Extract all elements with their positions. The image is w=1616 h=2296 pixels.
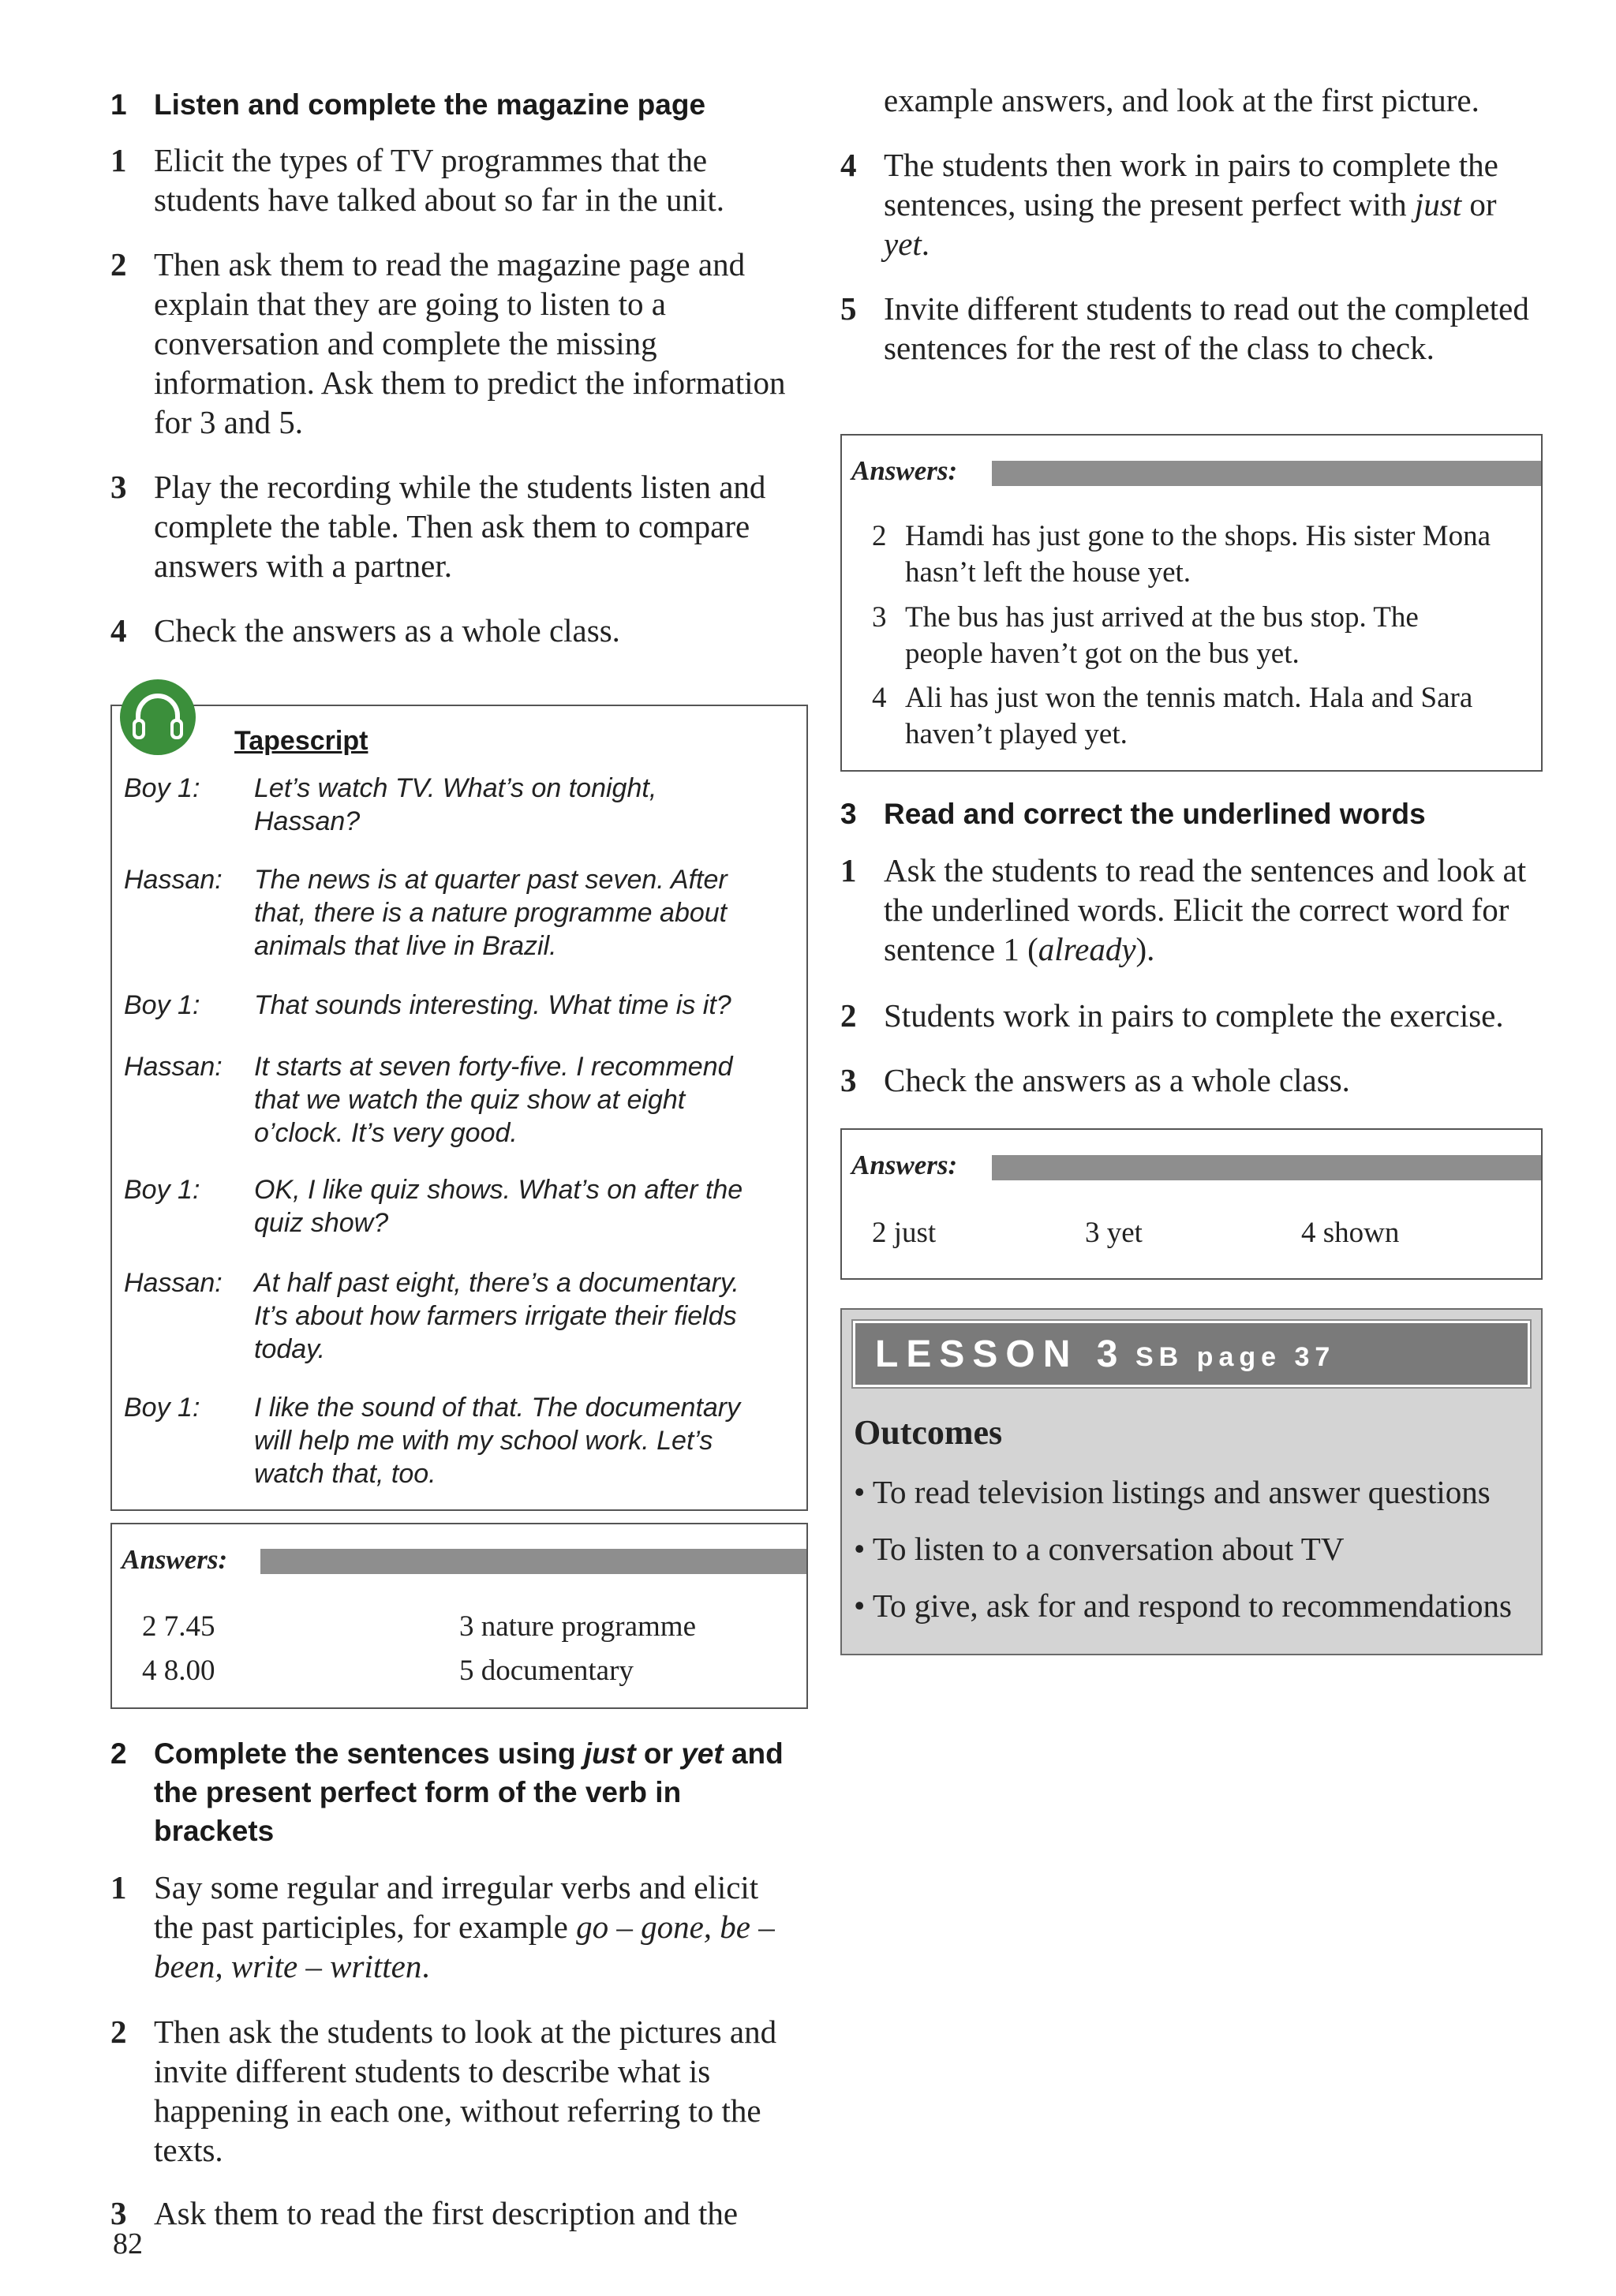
step-1 [840, 851, 1543, 969]
dialogue-line: That sounds interesting. What time is it? [254, 990, 731, 1020]
step-number: 1 [110, 1869, 127, 1905]
dialogue-line: At half past eight, there’s a documentary. It’s about how farmers irrigate their fields today. [254, 1268, 739, 1364]
step-number: 1 [110, 142, 127, 178]
section-1-heading [110, 85, 805, 124]
answer-item: 3 nature programme [459, 1610, 696, 1643]
step-2 [840, 996, 1543, 1035]
answer-item: 3 The bus has just arrived at the bus stop. The people haven’t got on the bus yet. [872, 601, 1419, 670]
step-text: Say some regular and irregular verbs and elicit the past participles, for example go – gone, be – been, write – written. [154, 1869, 775, 1984]
step-text: Play the recording while the students listen and complete the table. Then ask them to compare answers with a partner. [154, 469, 766, 584]
answer-item: 4 8.00 [142, 1655, 215, 1687]
lesson-page-ref: SB page 37 [1135, 1342, 1336, 1372]
speaker: Hassan: [124, 1052, 223, 1082]
section-number: 1 [110, 88, 127, 121]
section-title: Complete the sentences using just or yet and the present perfect form of the verb in brackets [154, 1737, 784, 1847]
section-number: 3 [840, 798, 857, 830]
step-text: Check the answers as a whole class. [884, 1062, 1350, 1098]
dialogue-line: It starts at seven forty-five. I recommend that we watch the quiz show at eight o’clock. It’s very good. [254, 1052, 733, 1148]
step-number: 2 [110, 2014, 127, 2050]
step-text: Then ask them to read the magazine page and explain that they are going to listen to a conversation and complete the missing information. Ask them to predict the information for 3 and 5. [154, 246, 786, 440]
lesson-title: LESSON 3 [875, 1333, 1126, 1375]
step-2 [110, 245, 805, 442]
speaker: Boy 1: [124, 773, 200, 803]
lesson-banner [853, 1321, 1530, 1387]
step-text: Elicit the types of TV programmes that the students have talked about so far in the unit. [154, 142, 725, 218]
step-number: 4 [840, 147, 857, 183]
section-2-heading [110, 1734, 789, 1850]
outcome-item: • To give, ask for and respond to recommendations [854, 1587, 1512, 1624]
section-number: 2 [110, 1737, 127, 1770]
answers-bar [260, 1549, 806, 1574]
step-number: 3 [840, 1062, 857, 1098]
step-text: Invite different students to read out the completed sentences for the rest of the class to check. [884, 290, 1529, 366]
tapescript-box [110, 705, 808, 1511]
dialogue-line: The news is at quarter past seven. After that, there is a nature programme about animals that live in Brazil. [254, 865, 728, 961]
step-number: 2 [840, 997, 857, 1034]
answers-label: Answers: [851, 1150, 958, 1180]
answers-label: Answers: [851, 455, 958, 486]
tapescript-title: Tapescript [234, 726, 368, 756]
step-1 [110, 140, 805, 219]
answers-bar [992, 461, 1541, 486]
step-number: 5 [840, 290, 857, 327]
section-title: Listen and complete the magazine page [154, 88, 706, 121]
speaker: Boy 1: [124, 1175, 200, 1205]
step-text: example answers, and look at the first picture. [884, 82, 1479, 118]
step-4 [840, 145, 1543, 264]
dialogue-line: OK, I like quiz shows. What’s on after the quiz show? [254, 1175, 743, 1238]
step-number: 1 [840, 852, 857, 888]
page-number: 82 [113, 2227, 143, 2260]
step-4 [110, 611, 805, 650]
outcome-item: • To read television listings and answer questions [854, 1474, 1491, 1510]
step-text: Students work in pairs to complete the exercise. [884, 997, 1504, 1034]
answer-item: 2 Hamdi has just gone to the shops. His sister Mona hasn’t left the house yet. [872, 520, 1491, 589]
answer-item: 4 shown [1301, 1217, 1400, 1249]
step-3 [840, 1060, 1543, 1100]
section-title: Read and correct the underlined words [884, 798, 1426, 830]
answer-item: 2 7.45 [142, 1610, 215, 1643]
speaker: Boy 1: [124, 1393, 200, 1423]
step-text: Ask the students to read the sentences and look at the underlined words. Elicit the correct word for sentence 1 (already). [884, 852, 1527, 967]
lesson-box [840, 1308, 1543, 1655]
headphones-icon [118, 678, 197, 757]
step-3 [110, 467, 805, 585]
step-2 [110, 2012, 805, 2170]
step-5 [840, 289, 1543, 368]
speaker: Hassan: [124, 1268, 223, 1298]
section-3-heading [840, 795, 1543, 833]
speaker: Hassan: [124, 865, 223, 895]
step-number: 2 [110, 246, 127, 282]
dialogue-line: Let’s watch TV. What’s on tonight, Hassan? [254, 773, 657, 836]
step-number: 4 [110, 612, 127, 649]
step-text: Check the answers as a whole class. [154, 612, 620, 649]
step-text: Then ask the students to look at the pictures and invite different students to describe what is happening in each one, without referring to the texts. [154, 2014, 777, 2168]
answers-box-1 [110, 1523, 808, 1709]
answer-item: 5 documentary [459, 1655, 634, 1687]
step-3 [110, 2193, 805, 2233]
step-text: The students then work in pairs to complete the sentences, using the present perfect with just or yet. [884, 147, 1498, 262]
answers-bar [992, 1155, 1541, 1180]
answer-item: 2 just [872, 1217, 937, 1249]
dialogue-line: I like the sound of that. The documentary will help me with my school work. Let’s watch that, too. [254, 1393, 741, 1489]
step-text: Ask them to read the first description and the [154, 2195, 739, 2231]
answers-box-2 [840, 434, 1543, 772]
step-number: 3 [110, 2195, 127, 2231]
step-number: 3 [110, 469, 127, 505]
answers-box-3 [840, 1128, 1543, 1280]
answer-item: 4 Ali has just won the tennis match. Hala and Sara haven’t played yet. [872, 682, 1473, 750]
outcomes-title: Outcomes [854, 1413, 1003, 1452]
answer-item: 3 yet [1085, 1217, 1143, 1249]
step-1 [110, 1868, 805, 1986]
outcome-item: • To listen to a conversation about TV [854, 1531, 1345, 1567]
answers-label: Answers: [122, 1544, 228, 1575]
speaker: Boy 1: [124, 990, 200, 1020]
continuation-text [840, 80, 1543, 120]
